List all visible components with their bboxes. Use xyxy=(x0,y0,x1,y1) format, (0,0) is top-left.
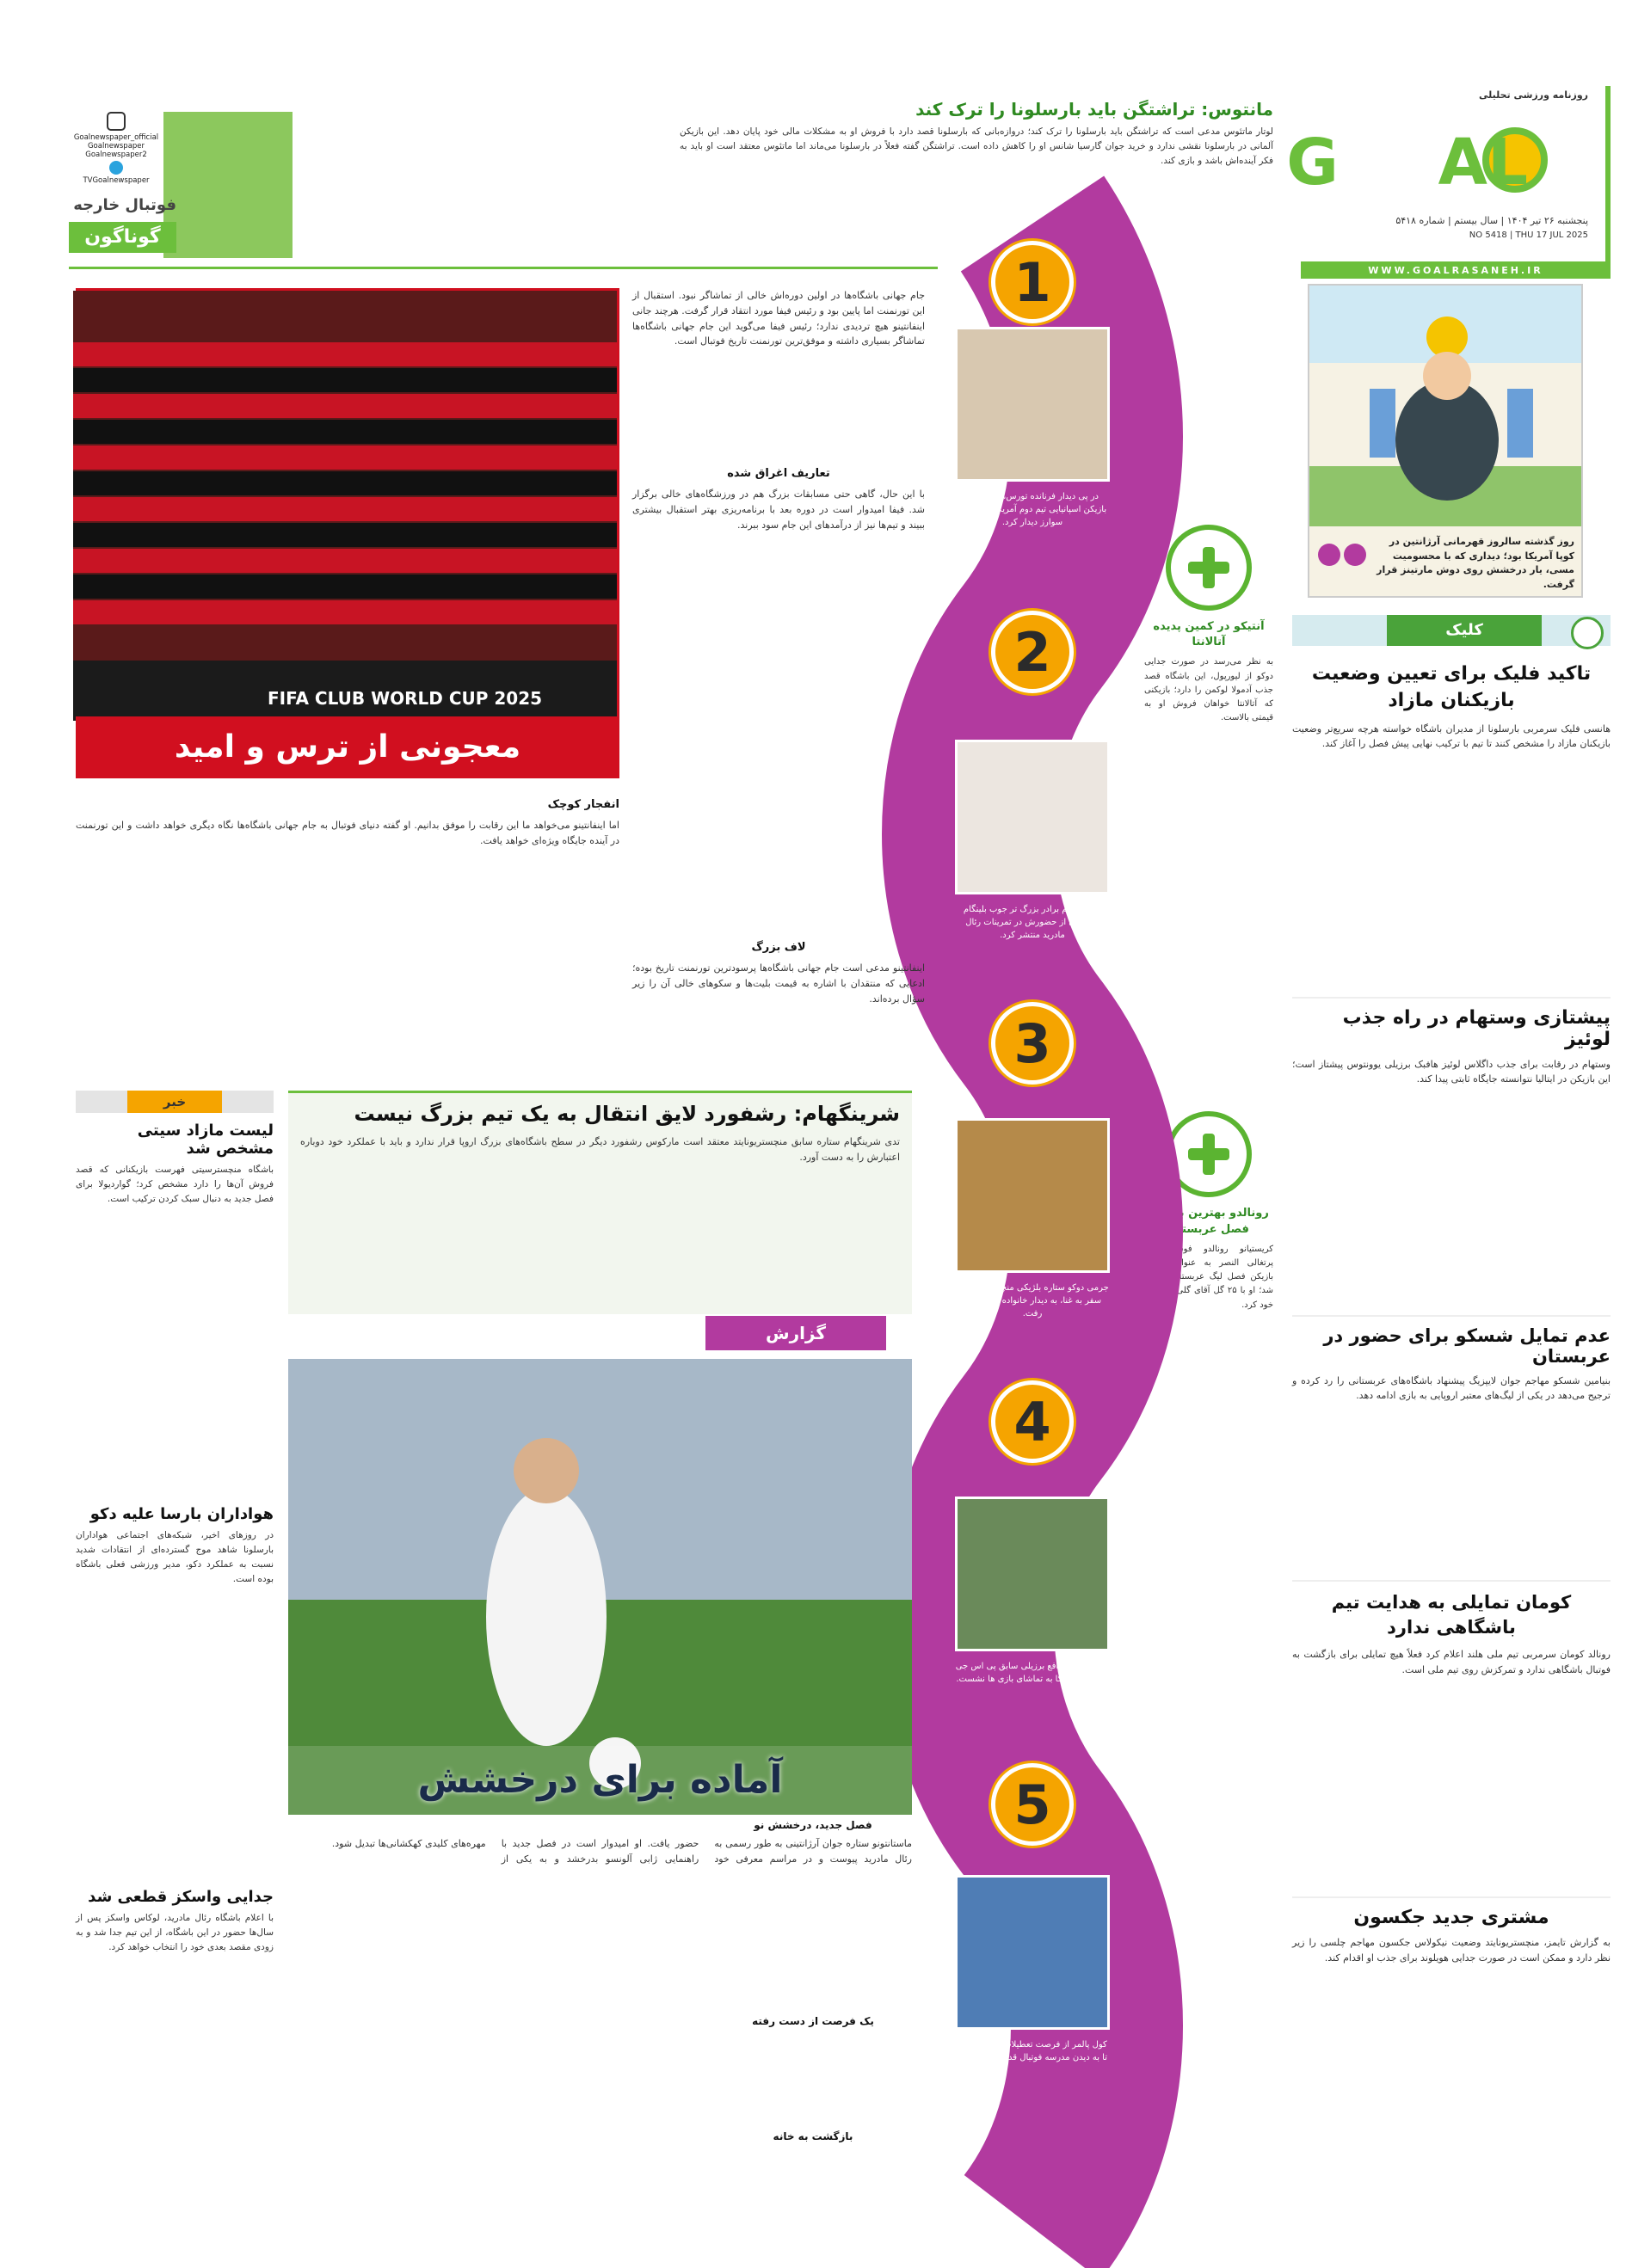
click-column xyxy=(1292,615,1611,2249)
ribbon-caption: جود بلینگام برادر بزرگ تر جوب بلینگام تصاویری از حضورش در تمرینات رئال مادرید منتشر کرد. xyxy=(963,905,1102,940)
ribbon-caption: جرمی دوکو ستاره بلژیکی منچسترسیتی در سفر به غنا، به دیدار خانواده و اقوامش رفت. xyxy=(956,1283,1109,1318)
ribbon-photo xyxy=(955,327,1110,482)
report-body: ماستانتونو ستاره جوان آرژانتینی به طور رسمی به رئال مادرید پیوست و در مراسم معرفی خود حضور یافت. او امیدوار است در فصل جدید با راهنمایی ژابی آلونسو بدرخشد و به یکی از مهره‌های کلیدی کهکشانی‌ها تبدیل شود. xyxy=(331,1838,912,1865)
ribbon-caption: در پی دیدار فرنانده تورس، سرخی‌ها، بازیکن اسپانیایی تیم دوم آمریکا با مسی و سوارز دیدار کرد. xyxy=(958,492,1107,527)
plus-item-body: کریستیانو رونالدو فوق ستاره پرتغالی النصر به عنوان بهترین بازیکن فصل لیگ عربستان انتخاب شد؛ او با ۲۵ گل آقای گلی را از آن خود کرد. xyxy=(1144,1244,1273,1310)
news-item-body: در روزهای اخیر، شبکه‌های اجتماعی هواداران بارسلونا شاهد موج گسترده‌ای از انتقادات شدید نسبت به عملکرد دکو، مدیر ورزشی فعلی باشگاه بوده است. xyxy=(76,1530,274,1584)
click-item-body: رونالد کومان سرمربی تیم ملی هلند اعلام کرد فعلاً هیچ تمایلی برای بازگشت به فوتبال باشگاهی ندارد و تمرکزش روی تیم ملی است. xyxy=(1292,1649,1611,1676)
cartoon-illustration xyxy=(1309,286,1581,526)
top-story-body: لوتار ماتئوس مدعی است که تراشتگن باید بارسلونا را ترک کند؛ دروازه‌بانی که بارسلونا قصد دارد با فروش او به مشکلات مالی خود پایان دهد. این بازیکن آلمانی در بارسلونا نقشی ندارد و خرید جوان گارسیا شانس او را کاهش داده است. تراشتگن گفته فعلاً در بارسلونا می‌ماند اما ماتئوس معتقد است او باید به فکر آینده‌اش باشد و بازی کند. xyxy=(680,126,1273,166)
news-item-body: با اعلام باشگاه رئال مادرید، لوکاس واسکز پس از سال‌ها حضور در این باشگاه، از این تیم جدا شد و به زودی مقصد بعدی خود را انتخاب خواهد کرد. xyxy=(76,1913,274,1952)
website-bar: WWW.GOALRASANEH.IR xyxy=(1301,263,1611,279)
ribbon-caption: کول پالمر از فرصت تعطیلات استفاده کرد تا به دیدن مدرسه فوتبال قدیمی اش برود. xyxy=(958,2040,1107,2062)
click-item-title: تاکید فلیک برای تعیین وضعیت بازیکنان مازاد xyxy=(1311,663,1592,711)
click-item-body: بنیامین شسکو مهاجم جوان لایپزیگ پیشنهاد باشگاه‌های عربستانی را رد کرده و ترجیح می‌دهد در یکی از لیگ‌های معتبر اروپایی به بازی ادامه دهد. xyxy=(1292,1374,1611,1402)
logo-badge-icon xyxy=(1571,617,1604,649)
fifa-subhead: لاف بزرگ xyxy=(751,941,806,954)
telegram-icon[interactable] xyxy=(109,161,123,175)
click-item-title: مشتری جدید جکسون xyxy=(1353,1907,1549,1929)
click-item-title: کومان تمایلی به هدایت تیم باشگاهی ندارد xyxy=(1331,1591,1572,1638)
click-item-body: هانسی فلیک سرمربی بارسلونا از مدیران باشگاه خواسته هرچه سریع‌تر وضعیت بازیکنان مازاد را مشخص کنند تا تیم با ترکیب نهایی پیش فصل را آغاز کند. xyxy=(1292,722,1611,750)
click-item-title: عدم تمایل شسکو برای حضور در عربستان xyxy=(1323,1325,1611,1367)
report-article xyxy=(288,1819,912,2249)
masthead-tagline: روزنامه ورزشی تحلیلی xyxy=(1478,89,1588,101)
stadium-illustration xyxy=(73,291,617,721)
sheringham-box xyxy=(288,1091,912,1314)
report-headline: آماده برای درخشش xyxy=(288,1746,912,1815)
report-subhead: بازگشت به خانه xyxy=(773,2130,853,2142)
click-item-title: پیشتازی وستهام در راه جذب لوئیز xyxy=(1342,1006,1611,1050)
top-story-title: مانتوس: تراشتگن باید بارسلونا را ترک کند xyxy=(915,99,1273,120)
section-tag-line1: فوتبال خارجه xyxy=(73,196,176,214)
social-handle[interactable]: Goalnewspaper2 xyxy=(85,151,147,159)
fifa-body: با این حال، گاهی حتی مسابقات بزرگ هم در ورزشگاه‌های خالی برگزار شد. فیفا امیدوار است در دوره بعد با برنامه‌ریزی بهتر استقبال بیشتری ببیند و تیم‌ها نیز از درآمدهای این جام سود ببرند. xyxy=(632,489,925,531)
ribbon-photo xyxy=(955,1118,1110,1273)
svg-text:AL: AL xyxy=(1438,126,1528,200)
click-item xyxy=(1292,1315,1611,1571)
fifa-headline: معجونی از ترس و امید xyxy=(76,716,619,778)
ribbon-caption: لوئیز ژرمن مدافع برزیلی سابق پی اس جی در لباس آمریکا به تماشای بازی ها نشست. xyxy=(955,1662,1110,1684)
fifa-subhead: تعاریف اغراق شده xyxy=(727,467,830,480)
report-tag: گزارش xyxy=(705,1316,886,1350)
news-tag xyxy=(76,1091,274,1113)
sad-icon xyxy=(1318,544,1340,566)
news-tag-label: خبر xyxy=(127,1091,222,1113)
logo xyxy=(1286,108,1597,203)
click-item xyxy=(1292,997,1611,1306)
cartoon xyxy=(1308,284,1583,598)
number-badge: 3 xyxy=(991,1002,1074,1085)
click-item xyxy=(1292,661,1611,980)
masthead-date-line: پنجشنبه ۲۶ تیر ۱۴۰۴ | سال بیستم | شماره ۵۴۱۸ xyxy=(1395,215,1588,226)
report-subhead: فصل جدید، درخشش نو xyxy=(754,1819,872,1831)
news-item-title: جدایی واسکز قطعی شد xyxy=(88,1888,274,1906)
plus-item-body: به نظر می‌رسد در صورت جدایی دوکو از لیورپول، این باشگاه قصد جذب آدمولا لوکمن را دارد؛ بازیکنی که آتالانتا خواهان فروش او به قیمتی بالاست. xyxy=(1144,657,1273,723)
cartoon-caption: روز گذشته سالروز قهرمانی آرژانتین در کوپا آمریکا بود؛ دیداری که با محسومیت مسی، یار درخشش روی دوش مارتینز قرار گرفت. xyxy=(1377,536,1574,590)
number-badge: 2 xyxy=(991,611,1074,693)
news-item-body: باشگاه منچسترسیتی فهرست بازیکنانی که قصد فروش آن‌ها را دارد مشخص کرد؛ گواردیولا برای فصل جدید به دنبال سبک کردن ترکیب است. xyxy=(76,1165,274,1204)
click-item xyxy=(1292,1896,1611,2142)
number-badge: 4 xyxy=(991,1380,1074,1463)
click-tag-label: کلیک xyxy=(1387,615,1542,646)
top-divider xyxy=(69,267,938,269)
ribbon-photo xyxy=(955,740,1110,894)
ribbon xyxy=(938,224,1127,2228)
social-handle[interactable]: TVGoalnewspaper xyxy=(83,176,150,185)
social-handle[interactable]: Goalnewspaper xyxy=(87,142,145,151)
fifa-article xyxy=(632,288,925,1045)
click-item xyxy=(1292,1580,1611,1889)
plus-item-title: رونالدو بهترین بازیکن فصل عربستان xyxy=(1149,1207,1269,1236)
number-badge: 1 xyxy=(991,241,1074,323)
green-panel xyxy=(163,112,293,258)
news-item-title: لیست مازاد سیتی مشخص شد xyxy=(137,1122,274,1158)
fifa-body: اینفانتینو مدعی است جام جهانی باشگاه‌ها پرسودترین تورنمنت تاریخ بوده؛ ادعایی که منتقدان با اشاره به قیمت بلیت‌ها و سکوهای خالی آن را زیر سؤال برده‌اند. xyxy=(632,962,925,1005)
fifa-article-continued xyxy=(76,791,619,1084)
number-badge: 5 xyxy=(991,1763,1074,1846)
sheringham-title: شرینگهام: رشفورد لایق انتقال به یک تیم بزرگ نیست xyxy=(354,1102,900,1126)
news-item-title: هواداران بارسا علیه دکو xyxy=(89,1505,274,1523)
socials xyxy=(69,112,163,194)
click-item-body: به گزارش تایمز، منچستریونایتد وضعیت نیکولاس جکسون مهاجم چلسی را زیر نظر دارد و ممکن است در صورت جدایی هویلوند برای جذب او اقدام کند. xyxy=(1292,1937,1611,1964)
fifa-body: اما اینفانتینو می‌خواهد ما این رقابت را موفق بدانیم. او گفته دنیای فوتبال به جام جهانی باشگاه‌ها نگاه دیگری خواهد داشت و این تورنمنت در آینده جایگاه ویژه‌ای خواهد یافت. xyxy=(76,820,619,846)
sad-icon xyxy=(1344,544,1366,566)
ribbon-photo xyxy=(955,1875,1110,2030)
report-subhead: یک فرصت از دست رفته xyxy=(752,2015,874,2027)
ribbon-photo xyxy=(955,1497,1110,1651)
fifa-subhead: انفجار کوچک xyxy=(547,798,619,811)
section-tag-line2: گوناگون xyxy=(69,222,176,253)
masthead xyxy=(1286,86,1611,267)
svg-text:G: G xyxy=(1286,126,1339,200)
plus-item-title: آنتیکو در کمین پدیده آتالانتا xyxy=(1153,620,1265,649)
click-item-body: وستهام در رقابت برای جذب داگلاس لوئیز هافبک برزیلی یوونتوس پیشتاز است؛ این بازیکن در ایتالیا نتوانسته جایگاه ثابتی پیدا کند. xyxy=(1292,1058,1611,1085)
sheringham-body: تدی شرینگهام ستاره سابق منچستریونایتد معتقد است مارکوس رشفورد دیگر در سطح باشگاه‌های بزرگ اروپا قرار ندارد و باید با عملکرد خود دوباره اعتبارش را به دست آورد. xyxy=(300,1136,900,1163)
fifa-body: جام جهانی باشگاه‌ها در اولین دوره‌اش خالی از تماشاگر نبود. استقبال از این تورنمنت اما پایین بود و رئیس فیفا مورد انتقاد قرار گرفت. هرچند جانی اینفانتینو هیچ تردیدی ندارد؛ رئیس فیفا می‌گوید این جام جهانی باشگاه‌ها تماشاگر بسیاری داشته و موفق‌ترین تورنمنت تاریخ فوتبال است. xyxy=(632,290,925,347)
report-photo xyxy=(288,1359,912,1815)
instagram-icon[interactable] xyxy=(107,112,126,131)
masthead-date-line-en: NO 5418 | THU 17 JUL 2025 xyxy=(1469,230,1588,240)
photo-watermark: FIFA CLUB WORLD CUP 2025 xyxy=(268,688,543,709)
stadium-photo xyxy=(76,288,619,718)
click-tag xyxy=(1292,615,1611,646)
news-column xyxy=(76,1091,274,2252)
social-handle[interactable]: Goalnewspaper_official xyxy=(73,133,159,142)
plus-icon xyxy=(1166,525,1252,611)
